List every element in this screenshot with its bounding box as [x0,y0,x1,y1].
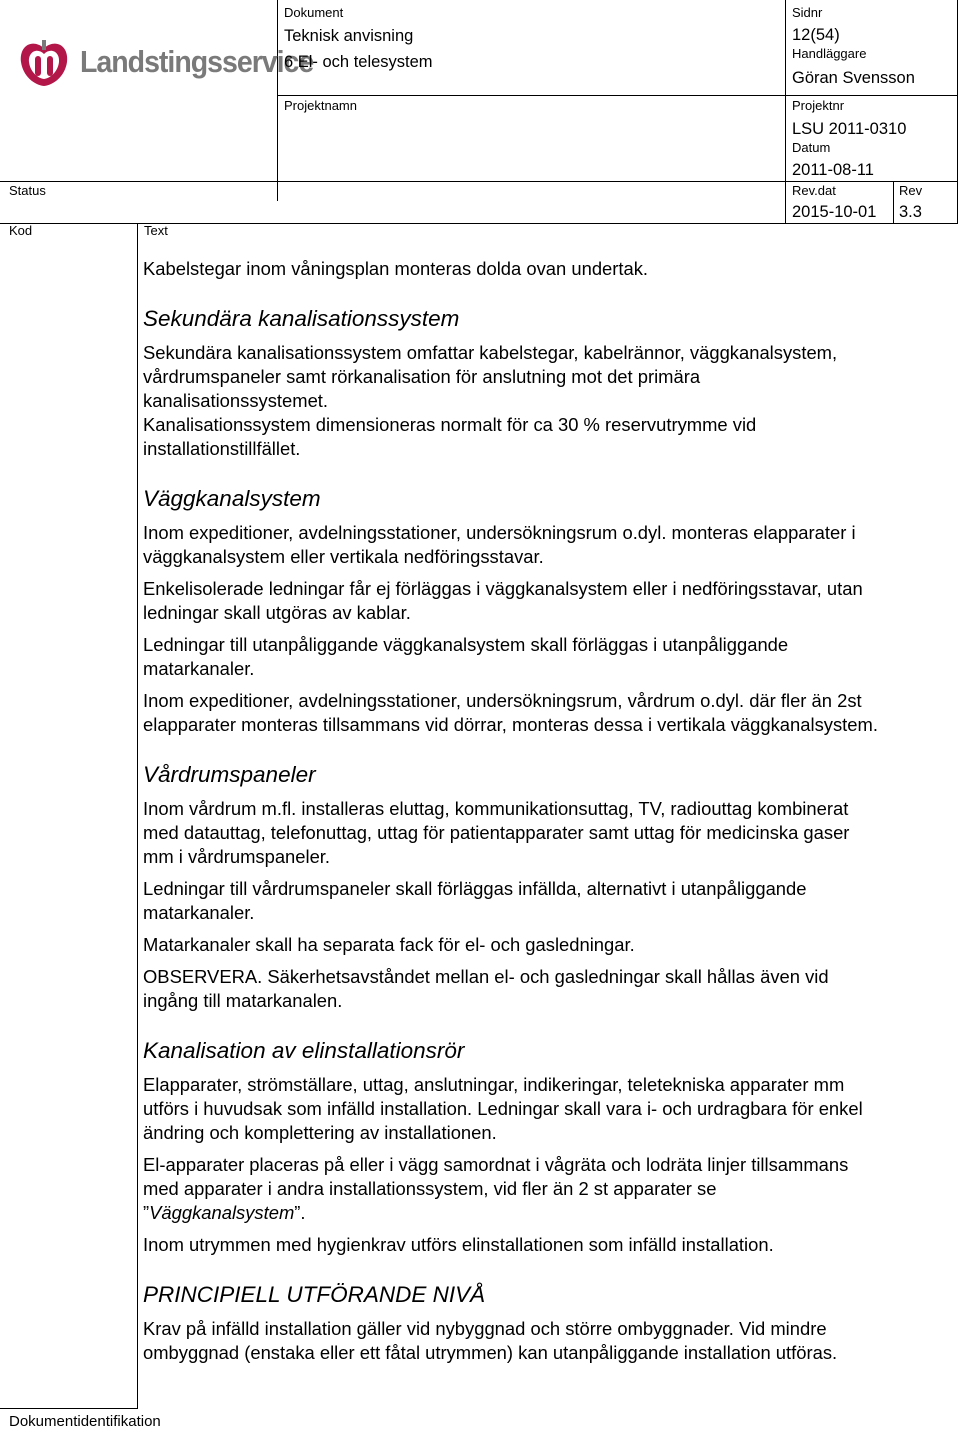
heading-vaggkanalsystem: Väggkanalsystem [143,486,321,511]
sidnr-value: 12(54) [792,26,840,44]
paragraph: Inom expeditioner, avdelningsstationer, undersökningsrum, vårdrum o.dyl. där fler än 2st elapparater monteras tillsammans vid dörrar, monteras dessa i vertikala väggkanalsystem. [143,690,878,735]
logo-emblem-icon [18,36,70,88]
dokument-title-line1: Teknisk anvisning [284,27,414,45]
rev-label: Rev [899,183,923,198]
kod-label: Kod [9,223,33,238]
intro-paragraph: Kabelstegar inom våningsplan monteras dolda ovan undertak. [143,258,649,279]
paragraph: Elapparater, strömställare, uttag, anslutningar, indikeringar, teletekniska apparater mm utförs i huvudsak som infälld installation. Ledningar skall vara i- och urdragbara för enkel ändring och komplettering av installationen. [143,1074,863,1143]
heading-vardrumspaneler: Vårdrumspaneler [143,762,316,787]
paragraph: OBSERVERA. Säkerhetsavståndet mellan el- och gasledningar skall hållas även vid ingång till matarkanalen. [143,966,829,1011]
header-rule-projekt [277,95,958,96]
landstingsservice-logo [18,36,314,88]
paragraph: Krav på infälld installation gäller vid nybyggnad och större ombyggnader. Vid mindre ombyggnad (enstaka eller ett fåtal utrymmen) kan utanpåliggande installation utföras. [143,1318,838,1363]
heading-principiell-utforande-niva: PRINCIPIELL UTFÖRANDE NIVÅ [143,1282,486,1307]
revdat-value: 2015-10-01 [792,203,877,221]
datum-label: Datum [792,140,831,155]
paragraph-text: El-apparater placeras på eller i vägg samordnat i vågräta och lodräta linjer tillsammans med apparater i andra installationssystem, vid fler än 2 st apparater se ” [143,1154,849,1223]
paragraph: Ledningar till vårdrumspaneler skall förläggas infällda, alternativt i utanpåliggande matarkanaler. [143,878,807,923]
text-label: Text [144,223,168,238]
paragraph: Matarkanaler skall ha separata fack för el- och gasledningar. [143,934,635,955]
kod-text-divider [137,223,138,238]
paragraph: Enkelisolerade ledningar får ej förläggas i väggkanalsystem eller i nedföringsstavar, utan ledningar skall utgöras av kablar. [143,578,863,623]
header-divider-mid [785,0,786,223]
status-label: Status [9,183,46,198]
paragraph: Inom vårdrum m.fl. installeras eluttag, kommunikationsuttag, TV, radiouttag kombinerat med datauttag, telefonuttag, uttag för patientapparater samt uttag för medicinska gaser mm i vårdrumspaneler. [143,798,850,867]
dokument-title-line2: 6 El- och telesystem [284,53,433,71]
projektnr-label: Projektnr [792,98,845,113]
dokument-label: Dokument [284,5,344,20]
rev-value: 3.3 [899,203,922,221]
paragraph: Kanalisationssystem dimensioneras normalt för ca 30 % reservutrymme vid installationstillfället. [143,414,757,459]
datum-value: 2011-08-11 [792,161,874,179]
paragraph: Ledningar till utanpåliggande väggkanalsystem skall förläggas i utanpåliggande matarkanaler. [143,634,789,679]
document-body [143,257,883,1365]
paragraph [143,1153,883,1225]
handlaggare-value: Göran Svensson [792,69,915,87]
body-left-margin-line [137,238,138,1408]
logo-text: Landstingsservice [80,44,314,79]
sidnr-label: Sidnr [792,5,823,20]
reference-vaggkanalsystem: Väggkanalsystem [149,1202,295,1223]
header-rule-status [0,181,958,182]
projektnamn-label: Projektnamn [284,98,357,113]
revdat-label: Rev.dat [792,183,836,198]
paragraph: Inom expeditioner, avdelningsstationer, undersökningsrum o.dyl. monteras elapparater i väggkanalsystem eller vertikala nedföringsstavar. [143,522,856,567]
heading-sekundara-kanalisationssystem: Sekundära kanalisationssystem [143,306,460,331]
header-divider-right [957,0,958,223]
footer-rule [0,1408,138,1409]
heading-kanalisation-av-elinstallationsror: Kanalisation av elinstallationsrör [143,1038,465,1063]
projektnr-value: LSU 2011-0310 [792,120,907,138]
dokumentidentifikation-label: Dokumentidentifikation [9,1413,161,1430]
header-divider-rev [893,181,894,223]
paragraph: Sekundära kanalisationssystem omfattar kabelstegar, kabelrännor, väggkanalsystem, vårdrumspaneler samt rörkanalisation för anslutning mot det primära kanalisationssystemet. [143,342,838,411]
handlaggare-label: Handläggare [792,46,867,61]
paragraph-text-end: ”. [294,1202,306,1223]
header-divider-left [277,0,278,201]
paragraph: Inom utrymmen med hygienkrav utförs elinstallationen som infälld installation. [143,1234,774,1255]
